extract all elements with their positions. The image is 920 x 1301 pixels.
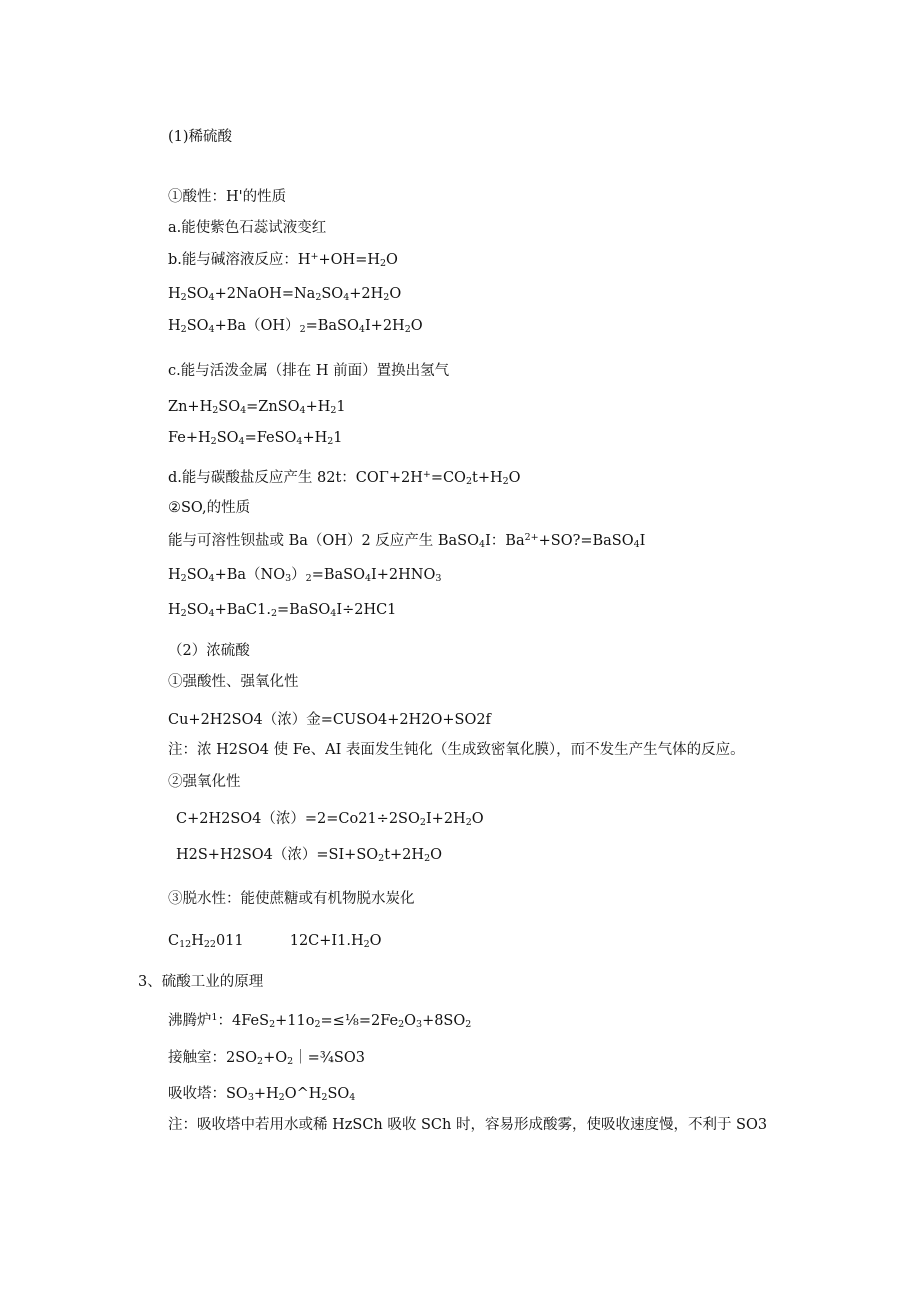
absorption-note: 注：吸收塔中若用水或稀 HzSCh 吸收 SCh 时，容易形成酸雾，使吸收速度慢，不利于 SO3 [168, 1117, 768, 1133]
strong-acid-heading: ①强酸性、强氧化性 [168, 674, 299, 690]
acidity-heading: ①酸性：H'的性质 [168, 189, 287, 205]
equation-baoh2: $H_2SO_4+Ba(OH)_2=BaSO_4I+2H_2O$ [168, 318, 423, 335]
section-concentrated-sulfuric-acid: （2）浓硫酸 [168, 643, 250, 659]
equation-sugar: $C_{12}H_{22}011$ $12C+I1.H_2O$ [168, 933, 382, 950]
equation-fe: $Fe+H_2SO_4=FeSO_4+H_21$ [168, 430, 343, 447]
equation-cu: Cu+2H2SO4（浓）金=CUSO4+2H2O+SO2f [168, 712, 491, 728]
equation-zn: $Zn+H_2SO_4=ZnSO_4+H_21$ [168, 399, 346, 416]
barium-line: 能与可溶性钡盐或 Ba（OH）2 反应产生 BaSO$_4$I：$Ba^{2+}+SO?=BaSO_4I$ [168, 532, 646, 550]
furnace-line: 沸腾炉$^1$：$4FeS_2+11o_2=\le\frac{1}{8}=2Fe_2O_3+8SO_2$ [168, 1012, 472, 1030]
equation-h2s: H2S+H2SO4（浓）$=SI+SO_2t+2H_2O$ [176, 847, 442, 864]
section-dilute-sulfuric-acid: (1)稀硫酸 [168, 129, 233, 145]
base-reaction-line: b.能与碱溶液反应：$H^++OH=H_2O$ [168, 251, 398, 269]
equation-bacl2: $H_2SO_4+BaC1._2=BaSO_4I\div 2HC1$ [168, 602, 397, 619]
equation-carbon: C+2H2SO4（浓）$=2=Co21\div 2SO_2I+2H_2O$ [176, 811, 484, 828]
absorption-tower-line: 吸收塔：$SO_3+H_2O\^{}H_2SO_4$ [168, 1086, 356, 1103]
carbonate-line: d.能与碳酸盐反应产生 82t：$CO\Gamma+2H^+=CO_2t+H_2O$ [168, 469, 521, 487]
industry-heading: 3、硫酸工业的原理 [138, 974, 264, 990]
litmus-line: a.能使紫色石蕊试液变红 [168, 220, 327, 236]
oxidizing-heading: ②强氧化性 [168, 774, 241, 790]
equation-naoh: $H_2SO_4+2NaOH=Na_2SO_4+2H_2O$ [168, 286, 402, 303]
sulfate-heading: ②SO,的性质 [168, 500, 251, 516]
passivation-note: 注：浓 H2SO4 使 Fe、AI 表面发生钝化（生成致密氧化膜），而不发生产生气体的反应。 [168, 742, 745, 758]
dehydration-heading: ③脱水性：能使蔗糖或有机物脱水炭化 [168, 891, 415, 907]
contact-chamber-line: 接触室：$2SO_2+O_2|=\frac{3}{4}SO3$ [168, 1050, 365, 1067]
metal-reaction-line: c.能与活泼金属（排在 H 前面）置换出氢气 [168, 363, 450, 379]
equation-bano3: $H_2SO_4+Ba(NO_3)_2=BaSO_4I+2HNO_3$ [168, 567, 442, 584]
